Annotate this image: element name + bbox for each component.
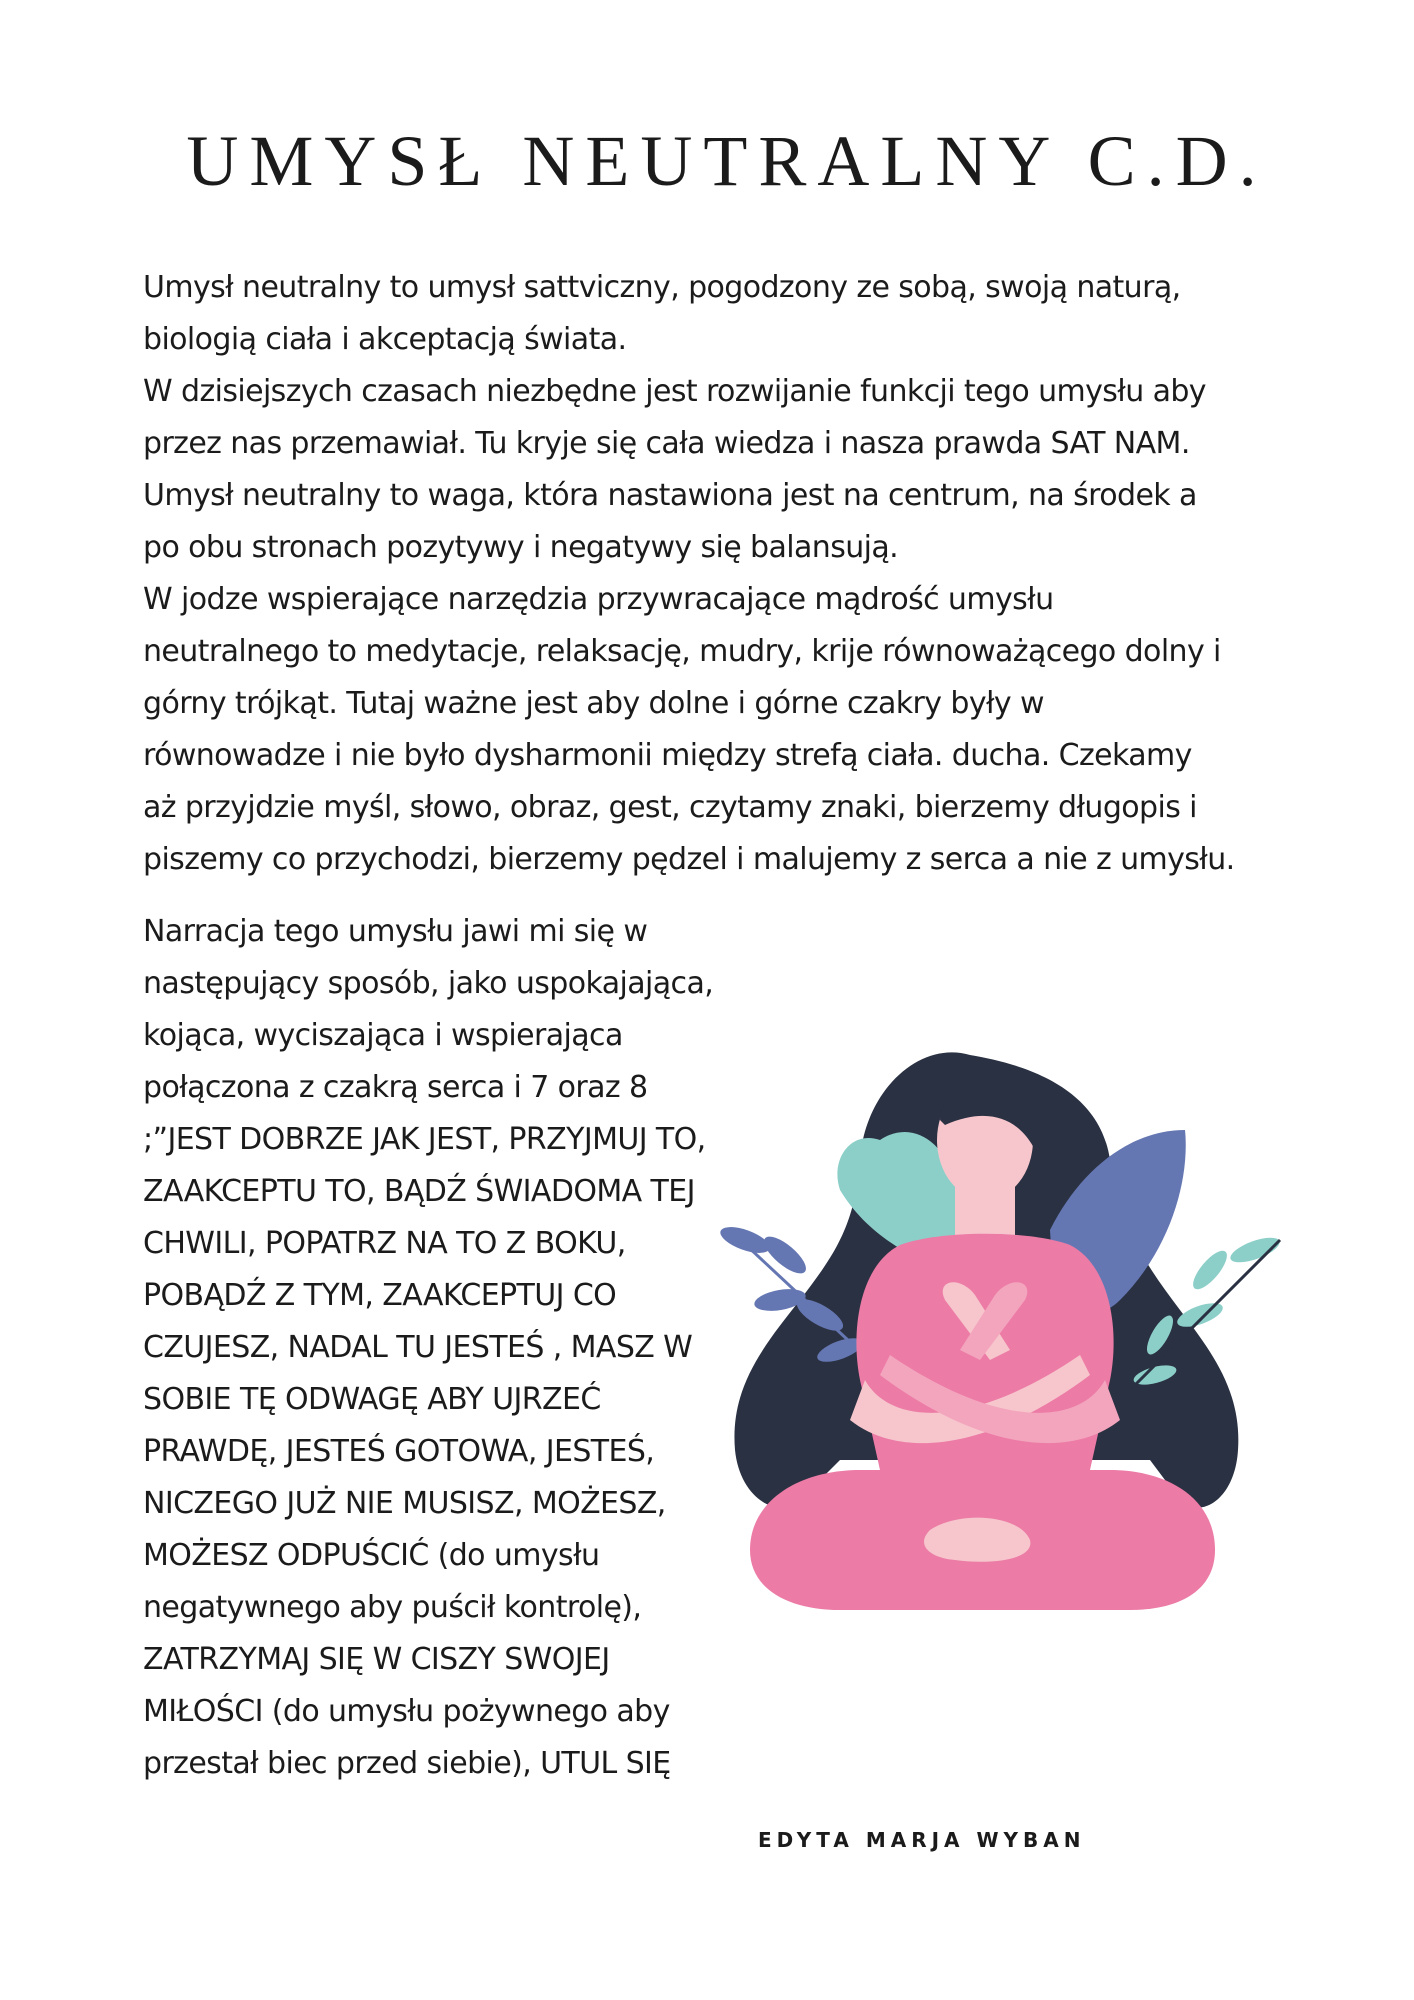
text-line: SOBIE TĘ ODWAGĘ ABY UJRZEĆ bbox=[143, 1382, 601, 1417]
text-line: MIŁOŚCI (do umysłu pożywnego aby bbox=[143, 1694, 670, 1729]
text-line: CHWILI, POPATRZ NA TO Z BOKU, bbox=[143, 1226, 626, 1261]
text-line: biologią ciała i akceptacją świata. bbox=[143, 322, 627, 357]
text-line: połączona z czakrą serca i 7 oraz 8 bbox=[143, 1070, 648, 1105]
text-line: MOŻESZ ODPUŚCIĆ (do umysłu bbox=[143, 1538, 600, 1573]
text-line: Umysł neutralny to waga, która nastawiona jest na centrum, na środek a bbox=[143, 478, 1197, 513]
text-line: CZUJESZ, NADAL TU JESTEŚ , MASZ W bbox=[143, 1330, 693, 1365]
text-line: ;”JEST DOBRZE JAK JEST, PRZYJMUJ TO, bbox=[143, 1122, 706, 1157]
text-line: równowadze i nie było dysharmonii między strefą ciała. ducha. Czekamy bbox=[143, 738, 1192, 773]
text-line: W jodze wspierające narzędzia przywracające mądrość umysłu bbox=[143, 582, 1054, 617]
text-line: górny trójkąt. Tutaj ważne jest aby dolne i górne czakry były w bbox=[143, 686, 1044, 721]
text-line: kojąca, wyciszająca i wspierająca bbox=[143, 1018, 623, 1053]
text-line: ZATRZYMAJ SIĘ W CISZY SWOJEJ bbox=[143, 1642, 610, 1677]
intro-paragraph bbox=[143, 262, 1283, 886]
text-line: aż przyjdzie myśl, słowo, obraz, gest, czytamy znaki, bierzemy długopis i bbox=[143, 790, 1197, 825]
text-line: po obu stronach pozytywy i negatywy się balansują. bbox=[143, 530, 899, 565]
author-name: EDYTA MARJA WYBAN bbox=[758, 1828, 1086, 1852]
text-line: ZAAKCEPTU TO, BĄDŹ ŚWIADOMA TEJ bbox=[143, 1174, 695, 1209]
text-line: piszemy co przychodzi, bierzemy pędzel i malujemy z serca a nie z umysłu. bbox=[143, 842, 1235, 877]
text-line: negatywnego aby puścił kontrolę), bbox=[143, 1590, 642, 1625]
page-title: UMYSŁ NEUTRALNY C.D. bbox=[186, 121, 1268, 201]
text-line: Narracja tego umysłu jawi mi się w bbox=[143, 914, 648, 949]
text-line: POBĄDŹ Z TYM, ZAAKCEPTUJ CO bbox=[143, 1278, 617, 1313]
text-line: następujący sposób, jako uspokajająca, bbox=[143, 966, 714, 1001]
text-line: PRAWDĘ, JESTEŚ GOTOWA, JESTEŚ, bbox=[143, 1434, 655, 1469]
text-line: NICZEGO JUŻ NIE MUSISZ, MOŻESZ, bbox=[143, 1486, 666, 1521]
text-line: Umysł neutralny to umysł sattviczny, pogodzony ze sobą, swoją naturą, bbox=[143, 270, 1181, 305]
meditating-woman-icon bbox=[690, 1030, 1330, 1650]
narration-paragraph bbox=[143, 906, 763, 1790]
text-line: W dzisiejszych czasach niezbędne jest rozwijanie funkcji tego umysłu aby bbox=[143, 374, 1206, 409]
text-line: przez nas przemawiał. Tu kryje się cała wiedza i nasza prawda SAT NAM. bbox=[143, 426, 1190, 461]
text-line: neutralnego to medytacje, relaksację, mudry, krije równoważącego dolny i bbox=[143, 634, 1221, 669]
text-line: przestał biec przed siebie), UTUL SIĘ bbox=[143, 1746, 671, 1781]
